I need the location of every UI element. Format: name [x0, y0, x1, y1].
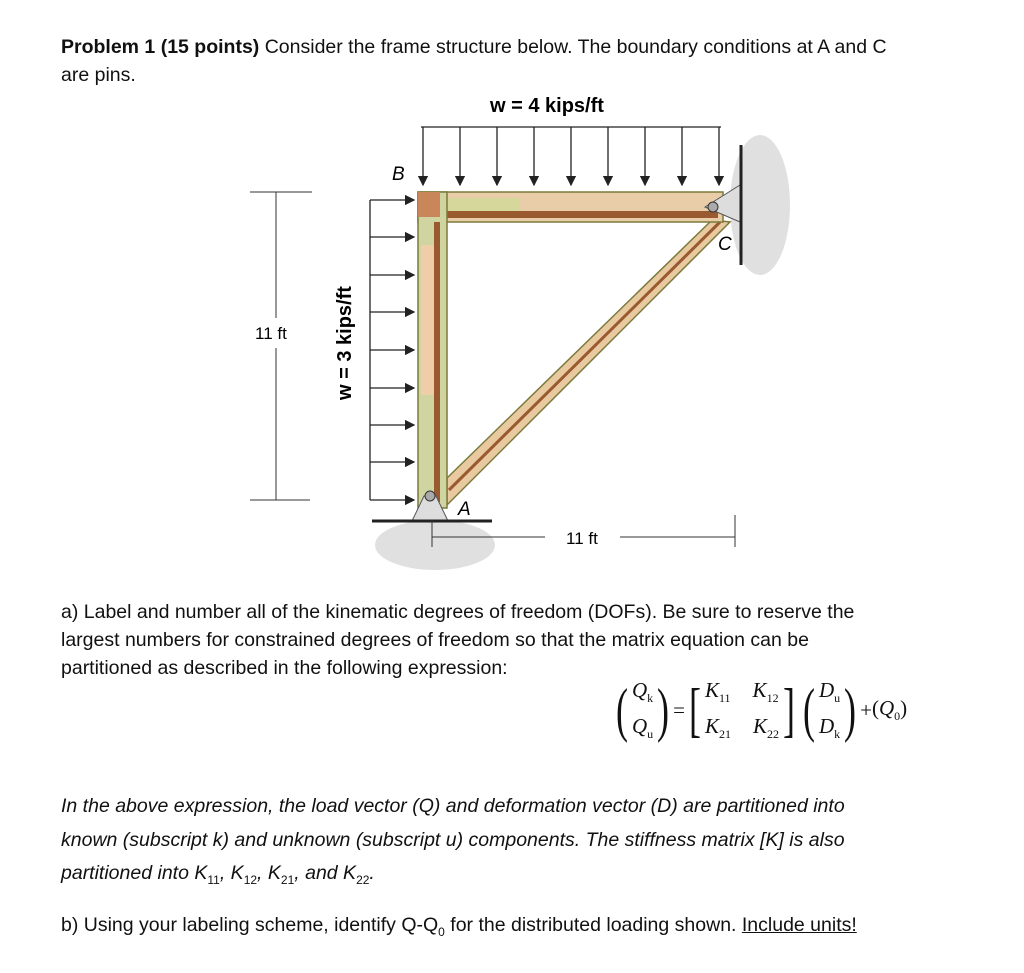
- equals-sign: =: [673, 697, 685, 722]
- note-line3: partitioned into $K_{11}$, $K_{12}$, $K_{21}$, and $K_{22}$.: [61, 862, 375, 887]
- include-units-emphasis: Include units!: [741, 914, 857, 936]
- load-vector: $Q_k$ $Q_u$: [631, 677, 654, 742]
- deformation-vector: $D_u$ $D_k$: [818, 677, 841, 742]
- fixed-end-vector: $(Q_0)$: [871, 695, 908, 724]
- part-b: b) Using your labeling scheme, identify $Q-Q_0$ for the distributed loading shown. Include units!: [61, 914, 857, 939]
- problem-intro-line2: are pins.: [61, 64, 136, 86]
- part-a-line1: a) Label and number all of the kinematic degrees of freedom (DOFs). Be sure to reserve the: [61, 601, 855, 623]
- width-dimension-label: 11 ft: [566, 529, 598, 548]
- paren: (: [802, 677, 815, 743]
- problem-intro: Consider the frame structure below. The boundary conditions at A and C: [259, 36, 887, 58]
- node-b-label: B: [392, 164, 405, 185]
- note-line2: known (subscript k) and unknown (subscript u) components. The stiffness matrix [K] is also: [61, 829, 845, 851]
- paren: ): [657, 677, 670, 743]
- partitioned-matrix-equation: [612, 672, 907, 748]
- bracket: ]: [782, 677, 795, 743]
- part-a-line3: partitioned as described in the following expression:: [61, 657, 508, 679]
- bracket: [: [688, 677, 701, 743]
- beam-bc: [418, 192, 723, 222]
- top-load-label: w = 4 kips/ft: [490, 95, 604, 117]
- paren: (: [615, 677, 628, 743]
- node-a-label: A: [458, 499, 471, 520]
- height-dimension: [250, 192, 312, 500]
- part-a-line2: largest numbers for constrained degrees of freedom so that the matrix equation can be: [61, 629, 809, 651]
- column-ab: [418, 192, 447, 508]
- height-dimension-label: 11 ft: [255, 324, 287, 343]
- plus-sign: +: [860, 697, 872, 722]
- pin-support-a: [372, 491, 492, 521]
- diagonal-member: [447, 220, 730, 505]
- node-c-label: C: [718, 234, 732, 255]
- note-line1: In the above expression, the load vector (Q) and deformation vector (D) are partitioned into: [61, 795, 845, 817]
- top-distributed-load: [421, 127, 721, 185]
- problem-heading: Problem 1 (15 points): [61, 36, 260, 58]
- ground-shadow: [375, 520, 495, 570]
- side-distributed-load: [370, 200, 414, 500]
- paren: ): [844, 677, 857, 743]
- stiffness-matrix: $K_{11}$ $K_{12}$ $K_{21}$ $K_{22}$: [704, 677, 779, 742]
- side-load-label: w = 3 kips/ft: [334, 286, 356, 400]
